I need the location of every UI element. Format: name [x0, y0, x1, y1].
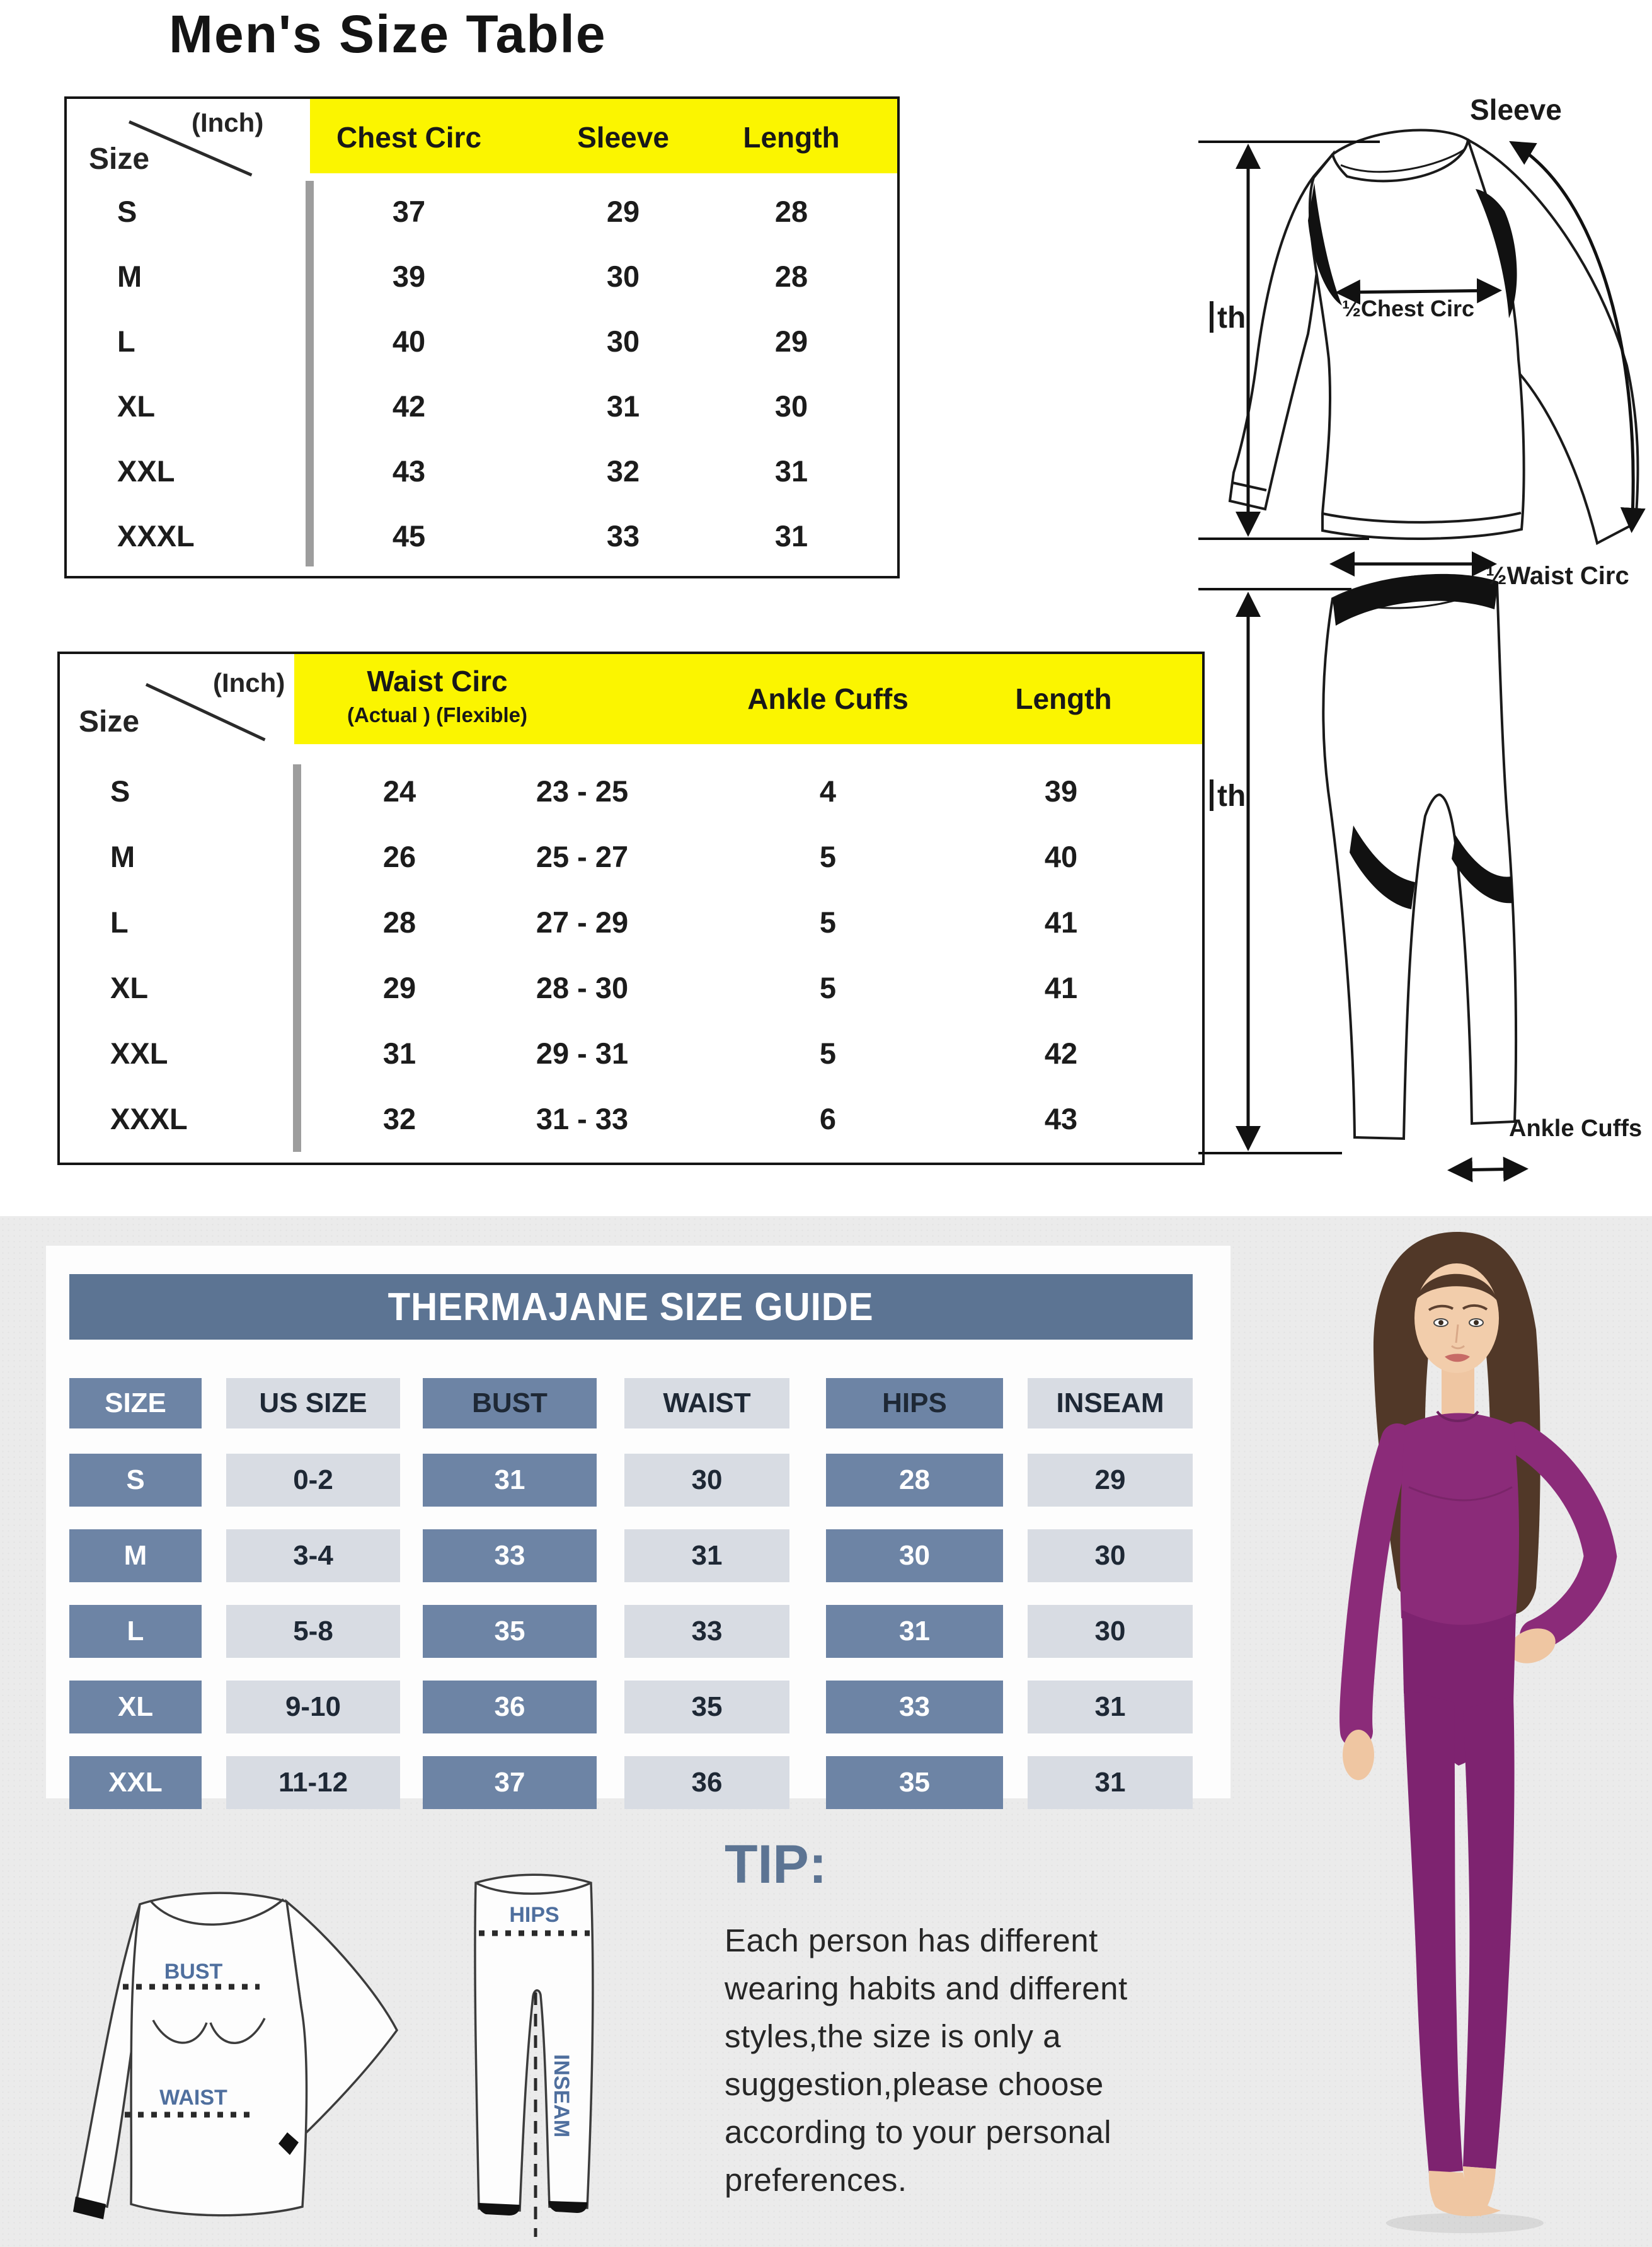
row-size: L — [110, 905, 129, 939]
table-cell: 35 — [826, 1756, 1003, 1809]
pants-outline — [1323, 575, 1516, 1139]
row-waist-flexible: 28 - 30 — [536, 971, 629, 1004]
row-sleeve: 30 — [606, 325, 640, 358]
row-sleeve: 30 — [606, 260, 640, 293]
row-length: 43 — [1044, 1102, 1078, 1135]
mens-bottom-size-table — [57, 652, 1205, 1165]
row-sleeve: 31 — [606, 389, 640, 423]
table-row — [67, 374, 897, 439]
table-cell: XL — [69, 1681, 202, 1733]
table-cell: 35 — [624, 1681, 789, 1733]
tip-line: Each person has different — [725, 1922, 1098, 1958]
waist-label: WAIST — [159, 2086, 227, 2110]
table-cell: 31 — [624, 1529, 789, 1582]
row-size: S — [117, 195, 137, 228]
top-table-body — [67, 179, 897, 568]
table-cell: 3-4 — [226, 1529, 400, 1582]
tip-line: styles,the size is only a — [725, 2018, 1062, 2054]
right-arm-sleeve — [1356, 1440, 1397, 1732]
row-length: 28 — [774, 260, 808, 293]
row-sleeve: 32 — [606, 454, 640, 488]
row-size: XXL — [117, 454, 175, 488]
row-size: XXXL — [110, 1102, 188, 1135]
table-row — [60, 824, 1202, 890]
ankle-cuffs-label: Ankle Cuffs — [1509, 1115, 1643, 1142]
shirt-outline — [1230, 130, 1638, 543]
row-sleeve: 33 — [606, 519, 640, 553]
row-waist-flexible: 29 - 31 — [536, 1037, 629, 1070]
pants-measure-diagram — [1191, 539, 1652, 1194]
col-waist-sub: (Actual ) (Flexible) — [347, 703, 528, 727]
table-cell: 30 — [624, 1454, 789, 1507]
row-size: L — [117, 325, 135, 358]
header-cell-bust: BUST — [423, 1378, 597, 1428]
chest-arrow — [1340, 290, 1497, 292]
table-cell: 0-2 — [226, 1454, 400, 1507]
tip-line: suggestion,please choose — [725, 2066, 1104, 2102]
mens-top-size-table — [64, 96, 900, 578]
col-ankle: Ankle Cuffs — [747, 682, 909, 715]
clipped-letter — [1210, 301, 1213, 333]
row-size: S — [110, 774, 130, 808]
table-cell: 5-8 — [226, 1605, 400, 1658]
table-cell: 33 — [624, 1605, 789, 1658]
row-length: 41 — [1044, 905, 1078, 939]
table-cell: 35 — [423, 1605, 597, 1658]
row-ankle: 6 — [819, 1102, 837, 1135]
table-row — [60, 1086, 1202, 1152]
thermal-top — [1400, 1413, 1519, 1629]
row-length: 31 — [774, 454, 808, 488]
col-length: Length — [1015, 682, 1112, 715]
row-length: 41 — [1044, 971, 1078, 1004]
row-size: XL — [117, 389, 156, 423]
length-label-clipped: th — [1217, 779, 1246, 813]
table-cell: 36 — [624, 1756, 789, 1809]
clipped-letter — [1210, 779, 1213, 811]
row-size: XL — [110, 971, 149, 1004]
thermajane-title-bar — [69, 1274, 1193, 1340]
table-cell: 30 — [1028, 1529, 1193, 1582]
row-ankle: 5 — [819, 971, 837, 1004]
table-cell: 36 — [423, 1681, 597, 1733]
table-cell: 28 — [826, 1454, 1003, 1507]
row-waist-flexible: 27 - 29 — [536, 905, 629, 939]
row-size: XXXL — [117, 519, 195, 553]
col-sleeve: Sleeve — [577, 121, 669, 154]
thermajane-title: THERMAJANE SIZE GUIDE — [387, 1285, 874, 1329]
ankle-arrow — [1452, 1169, 1523, 1170]
hips-label: HIPS — [509, 1903, 559, 1927]
table-cell: 31 — [1028, 1756, 1193, 1809]
row-waist-actual: 28 — [382, 905, 416, 939]
row-length: 30 — [774, 389, 808, 423]
table-cell: 31 — [826, 1605, 1003, 1658]
tip-heading: TIP: — [725, 1834, 827, 1895]
table-cell: 9-10 — [226, 1681, 400, 1733]
row-ankle: 4 — [819, 774, 837, 808]
shirt-measure-diagram — [1191, 95, 1652, 573]
mens-title: Men's Size Table — [169, 4, 607, 64]
row-size: M — [117, 260, 142, 293]
row-chest: 42 — [392, 389, 426, 423]
row-ankle: 5 — [819, 1037, 837, 1070]
row-waist-actual: 24 — [382, 774, 416, 808]
col-waist: Waist Circ — [367, 665, 508, 698]
size-label: Size — [89, 142, 150, 176]
table-cell: 37 — [423, 1756, 597, 1809]
row-waist-flexible: 23 - 25 — [536, 774, 629, 808]
row-length: 28 — [774, 195, 808, 228]
table-cell: XXL — [69, 1756, 202, 1809]
table-row — [67, 309, 897, 374]
size-label: Size — [79, 705, 140, 738]
table-row — [60, 1021, 1202, 1086]
thermajane-section — [0, 1216, 1652, 2247]
table-cell: L — [69, 1605, 202, 1658]
bottom-table-body — [60, 759, 1202, 1152]
table-cell: 33 — [826, 1681, 1003, 1733]
table-cell: 31 — [1028, 1681, 1193, 1733]
row-size: XXL — [110, 1037, 168, 1070]
table-row — [67, 503, 897, 568]
row-length: 39 — [1044, 774, 1078, 808]
tip-line: preferences. — [725, 2162, 907, 2198]
tip-line: wearing habits and different — [725, 1970, 1128, 2006]
table-cell: 11-12 — [226, 1756, 400, 1809]
leggings-left-leg — [1463, 1696, 1515, 2169]
leggings-right-leg — [1404, 1689, 1463, 2174]
row-waist-actual: 29 — [382, 971, 416, 1004]
table-row — [67, 179, 897, 244]
women-top-outline — [77, 1893, 397, 2215]
tip-text — [725, 1917, 1128, 2204]
col-chest: Chest Circ — [336, 121, 482, 154]
thermajane-card — [46, 1246, 1230, 1798]
row-chest: 43 — [392, 454, 426, 488]
row-length: 42 — [1044, 1037, 1078, 1070]
row-chest: 39 — [392, 260, 426, 293]
row-waist-actual: 31 — [382, 1037, 416, 1070]
waist-circ-label: ½Waist Circ — [1486, 562, 1629, 590]
unit-label: (Inch) — [192, 108, 264, 137]
right-hand — [1343, 1730, 1374, 1780]
table-row — [60, 759, 1202, 824]
header-cell-hips: HIPS — [826, 1378, 1003, 1428]
chest-circ-label: ½Chest Circ — [1341, 296, 1475, 321]
table-cell: 29 — [1028, 1454, 1193, 1507]
row-length: 40 — [1044, 840, 1078, 873]
row-chest: 45 — [392, 519, 426, 553]
row-waist-actual: 32 — [382, 1102, 416, 1135]
bust-label: BUST — [164, 1960, 223, 1984]
table-row — [60, 955, 1202, 1021]
table-cell: 33 — [423, 1529, 597, 1582]
sleeve-label: Sleeve — [1470, 95, 1562, 126]
inseam-label: INSEAM — [549, 2054, 573, 2138]
row-waist-flexible: 31 - 33 — [536, 1102, 629, 1135]
row-size: M — [110, 840, 135, 873]
row-sleeve: 29 — [606, 195, 640, 228]
row-length: 29 — [774, 325, 808, 358]
row-waist-actual: 26 — [382, 840, 416, 873]
row-ankle: 5 — [819, 840, 837, 873]
header-cell-waist: WAIST — [624, 1378, 789, 1428]
row-chest: 40 — [392, 325, 426, 358]
tip-line: according to your personal — [725, 2114, 1112, 2150]
row-chest: 37 — [392, 195, 426, 228]
table-row — [67, 244, 897, 309]
table-cell: 30 — [1028, 1605, 1193, 1658]
col-length: Length — [743, 121, 840, 154]
table-cell: M — [69, 1529, 202, 1582]
table-row — [60, 890, 1202, 955]
row-ankle: 5 — [819, 905, 837, 939]
row-waist-flexible: 25 - 27 — [536, 840, 629, 873]
table-row — [67, 439, 897, 503]
unit-label: (Inch) — [213, 668, 285, 698]
header-cell-inseam: INSEAM — [1028, 1378, 1193, 1428]
table-cell: 31 — [423, 1454, 597, 1507]
length-label-clipped: th — [1217, 301, 1246, 335]
row-length: 31 — [774, 519, 808, 553]
table-cell: S — [69, 1454, 202, 1507]
model-photo — [1292, 1222, 1652, 2247]
women-garment-diagram — [38, 1859, 731, 2247]
table-cell: 30 — [826, 1529, 1003, 1582]
header-cell-size: SIZE — [69, 1378, 202, 1428]
header-cell-us-size: US SIZE — [226, 1378, 400, 1428]
